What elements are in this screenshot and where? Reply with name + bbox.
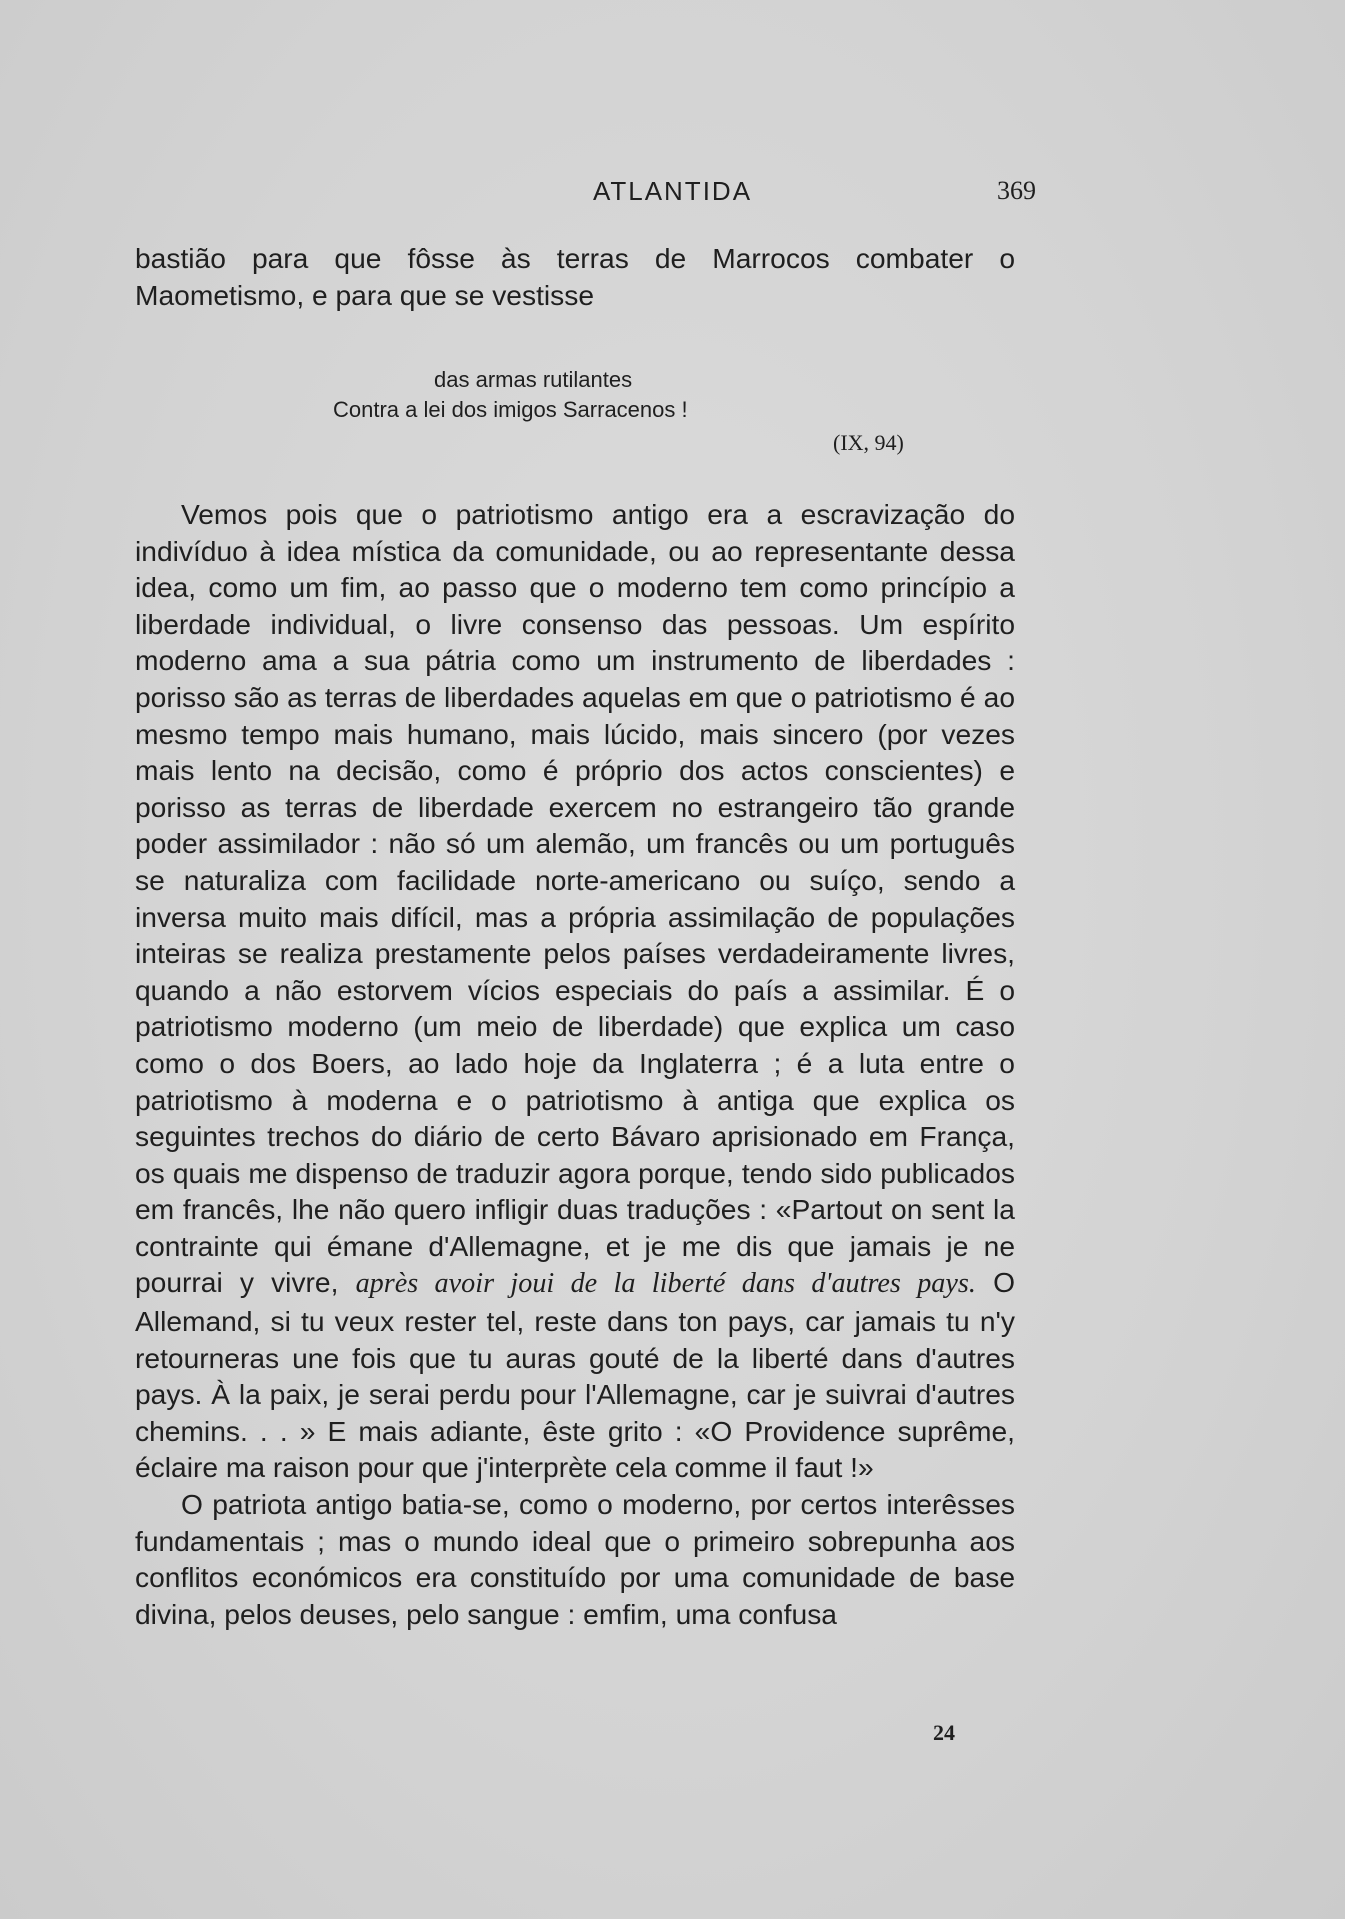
paragraph-1-italic: après avoir joui de la liberté dans d'autres pays. — [355, 1268, 976, 1300]
paragraph-2: O patriota antigo batia-se, como o moderno, por certos interêsses fundamentais ; mas o mundo ideal que o primeiro sobrepunha aos conflitos económicos era constituído por uma comunidade de base divina, pelos deuses, pelo sangue : emfim, uma confusa — [135, 1488, 1015, 1630]
paragraph-1-part-1: Vemos pois que o patriotismo antigo era a escravização do indivíduo à idea mística da comunidade, ou ao representante dessa idea, como um fim, ao passo que o moderno tem como princípio a liberdade individual, o livre consenso das pessoas. Um espírito moderno ama a sua pátria como um instrumento de liberdades : porisso são as terras de liberdades aquelas em que o patriotismo é ao mesmo tempo mais humano, mais lúcido, mais sincero (por vezes mais lento na decisão, como é próprio dos actos conscientes) e porisso as terras de liberdade exercem no estrangeiro tão grande poder assimilador : não só um alemão, um francês ou um português se naturaliza com facilidade norte-americano ou suíço, sendo a inversa muito mais difícil, mas a própria assimilação de populações inteiras se realiza prestamente pelos países verdadeiramente livres, quando a não estorvem vícios especiais do país a assimilar. É o patriotismo moderno (um meio de liberdade) que explica um caso como o dos Boers, ao lado hoje da Inglaterra ; é a luta entre o patriotismo à moderna e o patriotismo à antiga que explica os seguintes trechos do diário de certo Bávaro aprisionado em França, os quais me dispenso de traduzir agora porque, tendo sido publicados em francês, lhe não quero infligir duas traduções : «Partout on sent la contrainte qui émane d'Allemagne, et je me dis que jamais je ne pourrai y vivre, — [135, 498, 1015, 1299]
verse-line-2: Contra a lei dos imigos Sarracenos ! — [333, 397, 688, 422]
paragraph-1-part-2: O Allemand, si tu veux rester tel, reste dans ton pays, car jamais tu n'y retourneras une fois que tu auras gouté de la liberté dans d'autres pays. À la paix, je serai perdu pour l'Allemagne, car je suivrai d'autres chemins. . . » E mais adiante, êste grito : «O Providence suprême, éclaire ma raison pour que j'interprète cela comme il faut !» — [135, 1266, 1016, 1484]
page-header — [0, 176, 1345, 216]
verse-reference: (IX, 94) — [833, 430, 904, 455]
signature-mark: 24 — [933, 1720, 955, 1745]
opening-text — [135, 240, 1015, 313]
body-text — [135, 496, 1015, 1632]
paragraph-1 — [135, 496, 1015, 1486]
running-title: ATLANTIDA — [592, 176, 753, 206]
page-number: 369 — [997, 176, 1036, 205]
opening-paragraph: bastião para que fôsse às terras de Marrocos combater o Maometismo, e para que se vestisse — [135, 242, 1015, 311]
verse-line-1: das armas rutilantes — [434, 367, 633, 392]
